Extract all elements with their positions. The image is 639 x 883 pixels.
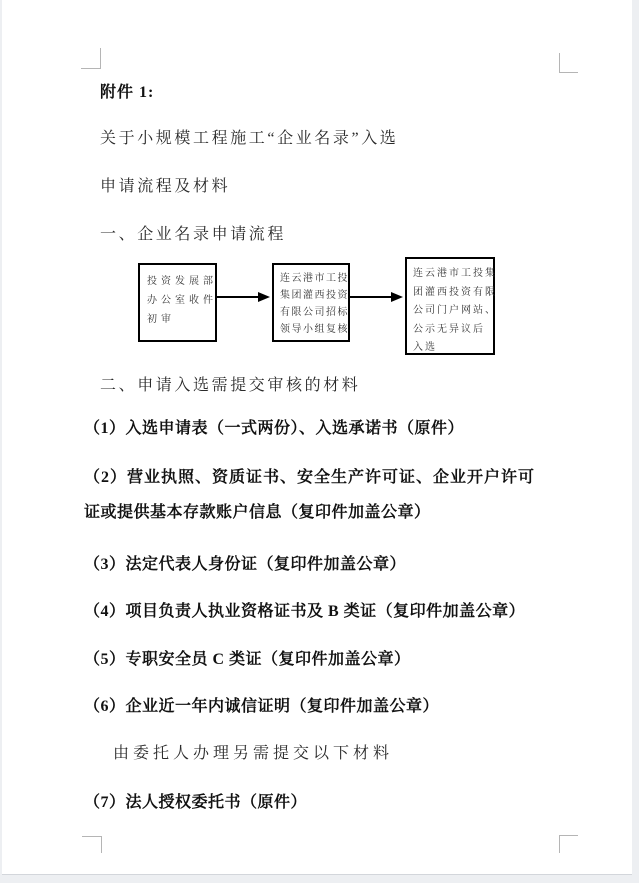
margin-crop-mark-top-left	[81, 48, 101, 69]
section-1-heading: 一、企业名录申请流程	[100, 226, 287, 243]
attachment-label: 附件 1:	[100, 84, 155, 101]
material-item-3: （3）法定代表人身份证（复印件加盖公章）	[84, 556, 407, 573]
flow-box-3-line: 入选	[413, 342, 437, 353]
section-2-heading: 二、申请入选需提交审核的材料	[100, 377, 361, 394]
material-item-7: （7）法人授权委托书（原件）	[84, 794, 308, 811]
flow-arrow-2-line	[350, 296, 392, 298]
material-item-5: （5）专职安全员 C 类证（复印件加盖公章）	[84, 651, 411, 668]
material-item-2-line-2: 证或提供基本存款账户信息（复印件加盖公章）	[84, 504, 431, 521]
flow-arrow-2-head-icon	[391, 292, 403, 302]
flow-box-1-line: 初审	[147, 314, 175, 325]
flow-box-1-line: 办公室收件	[147, 295, 217, 306]
flow-box-2-line: 连云港市工投	[280, 273, 349, 284]
flow-box-1-line: 投资发展部	[147, 276, 217, 287]
flow-arrow-1-head-icon	[258, 292, 270, 302]
flow-box-leading-group-recheck	[272, 263, 350, 342]
flow-box-3-line: 连云港市工投集	[413, 268, 497, 279]
doc-title-line-2: 申请流程及材料	[100, 178, 231, 195]
flow-box-3-line: 团灌西投资有限	[413, 286, 497, 298]
flow-box-3-line: 公司门户网站、	[413, 305, 497, 316]
material-item-6: （6）企业近一年内诚信证明（复印件加盖公章）	[84, 698, 440, 715]
material-item-1: （1）入选申请表（一式两份）、入选承诺书（原件）	[84, 420, 465, 437]
margin-crop-mark-bottom-right	[559, 835, 578, 853]
flow-box-2-line: 有限公司招标	[280, 307, 349, 318]
flow-arrow-1-line	[217, 296, 259, 298]
material-item-4: （4）项目负责人执业资格证书及 B 类证（复印件加盖公章）	[84, 603, 526, 620]
margin-crop-mark-bottom-left	[82, 836, 102, 853]
agent-handling-note: 由委托人办理另需提交以下材料	[113, 745, 394, 762]
doc-title-line-1: 关于小规模工程施工“企业名录”入选	[100, 130, 399, 147]
document-page	[2, 0, 632, 875]
material-item-2-line-1: （2）营业执照、资质证书、安全生产许可证、企业开户许可	[84, 469, 536, 486]
flow-box-3-line: 公示无异议后	[413, 323, 485, 335]
flow-box-initial-review	[138, 263, 217, 342]
flow-box-2-line: 领导小组复核	[280, 324, 349, 335]
margin-crop-mark-top-right	[559, 53, 578, 73]
flow-box-publicity-selection	[405, 257, 495, 355]
flow-box-2-line: 集团灌西投资	[280, 290, 349, 301]
